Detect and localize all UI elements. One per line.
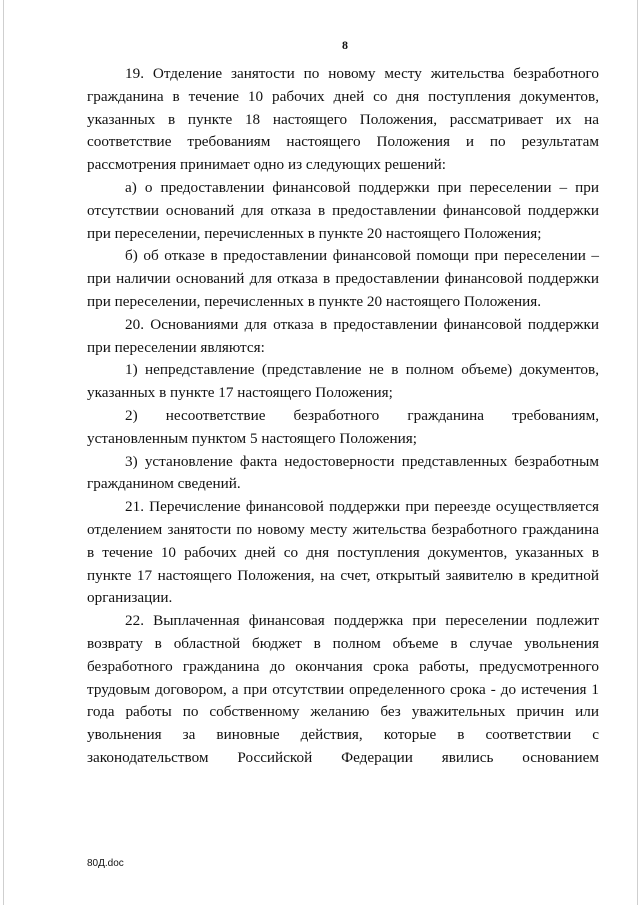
paragraph-22: 22. Выплаченная финансовая поддержка при переселении подлежит возврату в областной бюджет в полном объеме в случае увольнения безработного гражданина до окончания срока работы, предусмотренного трудовым договором, а при отсутствии определенного срока - до истечения 1 года работы по собственному желанию без уважительных причин или увольнения за виновные действия, которые в соответствии с законодательством Российской Федерации явились основанием: [87, 612, 599, 766]
paragraph-19a: а) о предоставлении финансовой поддержки при переселении – при отсутствии оснований для отказа в предоставлении финансовой поддержки при переселении, перечисленных в пункте 20 настоящего Положения;: [87, 178, 599, 242]
scan-edge-left: [3, 0, 4, 905]
paragraph-20-3: 3) установление факта недостоверности представленных безработным гражданином сведений.: [87, 452, 599, 493]
paragraph-19b: б) об отказе в предоставлении финансовой помощи при переселении – при наличии оснований для отказа в предоставлении финансовой поддержки при переселении, перечисленных в пункте 20 настоящего Положения.: [87, 247, 599, 310]
footer-filename: 80Д.doc: [87, 858, 124, 869]
scan-edge-right: [637, 0, 638, 905]
paragraph-19: 19. Отделение занятости по новому месту жительства безработного гражданина в течение 10 рабочих дней со дня поступления документов, указанных в пункте 18 настоящего Положения, рассматривает их на соответствие требованиям настоящего Положения и по результатам рассмотрения принимает одно из следующих решений:: [87, 65, 599, 174]
document-body: [87, 63, 599, 770]
paragraph-20-2: 2) несоответствие безработного гражданина требованиям, установленным пунктом 5 настоящего Положения;: [87, 406, 599, 447]
paragraph-21: 21. Перечисление финансовой поддержки при переезде осуществляется отделением занятости по новому месту жительства безработного гражданина в течение 10 рабочих дней со дня поступления документов, указанных в пункте 17 настоящего Положения, на счет, открытый заявителю в кредитной организации.: [87, 498, 599, 607]
paragraph-20: 20. Основаниями для отказа в предоставлении финансовой поддержки при переселении являются:: [87, 315, 599, 356]
page-number: 8: [342, 38, 348, 52]
paragraph-20-1: 1) непредставление (представление не в полном объеме) документов, указанных в пункте 17 настоящего Положения;: [87, 361, 599, 402]
